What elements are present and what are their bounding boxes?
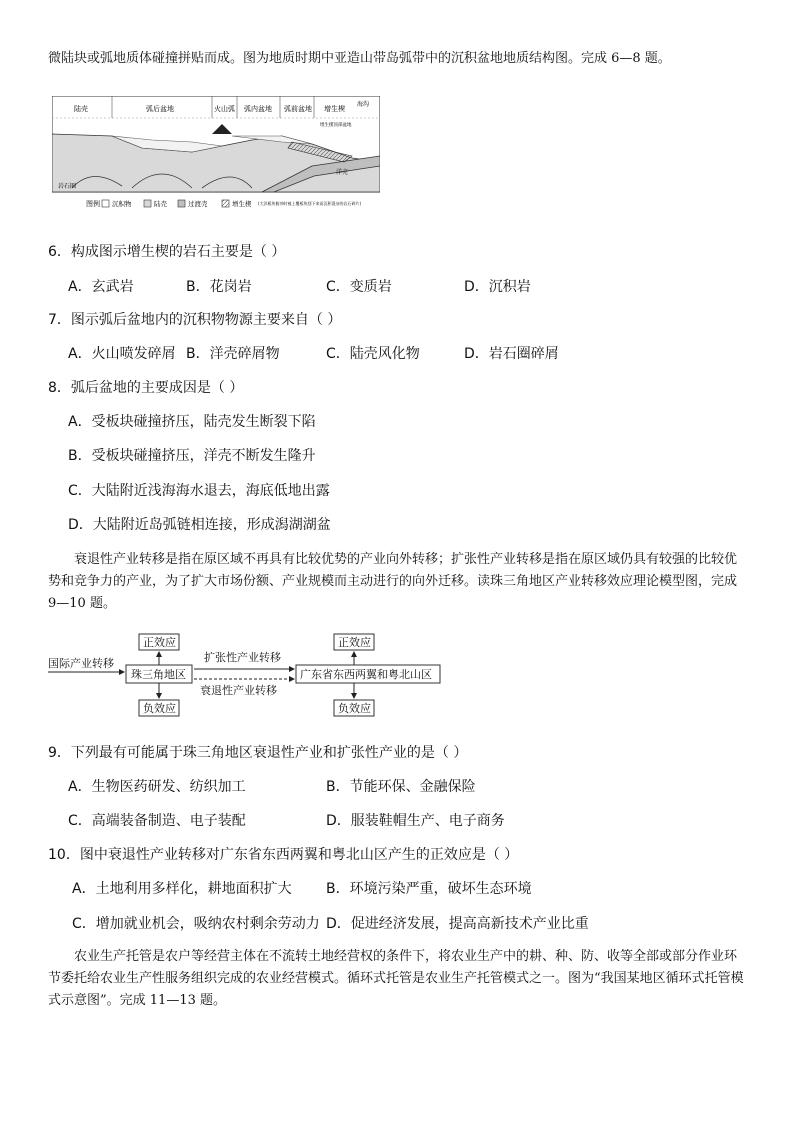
q9-option-d[interactable]: D．服装鞋帽生产、电子商务 (326, 813, 505, 829)
q8-option-c[interactable]: C．大陆附近浅海海水退去，海底低地出露 (68, 483, 330, 499)
label-wedge-note: 增生楔顶部盆地 (320, 123, 352, 128)
q7-option-c[interactable]: C．陆壳风化物 (326, 346, 420, 362)
label-forearc-basin: 弧前盆地 (284, 105, 312, 113)
q9-option-b[interactable]: B．节能环保、金融保险 (326, 779, 476, 795)
label-backarc-basin: 弧后盆地 (146, 105, 174, 113)
flow-target-positive-label: 正效应 (338, 636, 371, 649)
q8-option-d[interactable]: D．大陆附近岛弧链相连接，形成潟湖湖盆 (68, 517, 331, 533)
q10-option-b[interactable]: B．环境污染严重，破坏生态环境 (326, 881, 532, 897)
question-7-stem: 7．图示弧后盆地内的沉积物物源主要来自（ ） (48, 312, 342, 328)
legend-note: (大洋板块俯冲时被上覆板块刮下来而沉积混杂的岩石碎片) (258, 201, 362, 206)
flow-source-positive-label: 正效应 (143, 636, 176, 649)
q8-option-a[interactable]: A．受板块碰撞挤压，陆壳发生断裂下陷 (68, 414, 316, 430)
q6-option-a[interactable]: A．玄武岩 (68, 279, 134, 295)
label-trench: 海沟 (357, 101, 370, 108)
q10-option-a[interactable]: A．土地利用多样化，耕地面积扩大 (72, 881, 292, 897)
flow-expansion-label: 扩张性产业转移 (204, 651, 281, 664)
legend-title: 图例 (86, 200, 100, 208)
flow-decline-label: 衰退性产业转移 (200, 684, 277, 697)
intro-paragraph-3: 农业生产托管是农户等经营主体在不流转土地经营权的条件下，将农业生产中的耕、种、防、收等全部或部分作业环节委托给农业生产性服务组织完成的农业经营模式。循环式托管是农业生产托管模式之一。图为“我国某地区循环式托管模式示意图”。完成 11—13 题。 (48, 949, 744, 1008)
legend-label-continent: 陆壳 (154, 200, 167, 208)
legend-label-wedge: 增生楔 (232, 200, 252, 208)
legend-swatch-wedge (222, 200, 229, 207)
legend-label-sediment: 沉积物 (112, 200, 132, 208)
intro-paragraph-1: 微陆块或弧地质体碰撞拼贴而成。图为地质时期中亚造山带岛弧带中的沉积盆地地质结构图。完成 6—8 题。 (48, 51, 671, 66)
question-8-stem: 8．弧后盆地的主要成因是（ ） (48, 380, 244, 396)
q6-option-d[interactable]: D．沉积岩 (464, 279, 531, 295)
q6-option-c[interactable]: C．变质岩 (326, 279, 392, 295)
legend-swatch-continent (144, 200, 151, 207)
legend-swatch-sediment (102, 200, 109, 207)
label-intra-arc-basin: 弧内盆地 (244, 105, 272, 113)
q9-option-c[interactable]: C．高端装备制造、电子装配 (68, 813, 246, 829)
label-oceanic: 洋壳 (336, 169, 349, 176)
q7-option-d[interactable]: D．岩石圈碎屑 (464, 346, 559, 362)
q7-option-b[interactable]: B．洋壳碎屑物 (186, 346, 280, 362)
q7-option-a[interactable]: A．火山喷发碎屑 (68, 346, 176, 362)
legend-swatch-transition (178, 200, 185, 207)
label-accretion-wedge: 增生楔 (324, 105, 345, 113)
intro-paragraph-2: 衰退性产业转移是指在原区域不再具有比较优势的产业向外转移；扩张性产业转移是指在原区域仍具有较强的比较优势和竞争力的产业，为了扩大市场份额、产业规模而主动进行的向外迁移。读珠三角地区产业转移效应理论模型图，完成 9—10 题。 (48, 552, 738, 611)
geology-cross-section-figure (52, 96, 380, 220)
label-volcanic-arc: 火山弧 (214, 105, 235, 113)
industry-transfer-flow-diagram (48, 632, 448, 720)
q6-option-b[interactable]: B．花岗岩 (186, 279, 252, 295)
q10-option-d[interactable]: D．促进经济发展，提高高新技术产业比重 (326, 916, 589, 932)
q10-option-c[interactable]: C．增加就业机会，吸纳农村剩余劳动力 (72, 916, 320, 932)
label-continent: 陆壳 (74, 105, 88, 113)
flow-target-negative-label: 负效应 (338, 702, 371, 715)
question-9-stem: 9．下列最有可能属于珠三角地区衰退性产业和扩张性产业的是（ ） (48, 745, 468, 761)
flow-source-negative-label: 负效应 (143, 702, 176, 715)
flow-input-label: 国际产业转移 (48, 657, 114, 670)
label-mantle: 岩石圈 (58, 183, 77, 190)
q9-option-a[interactable]: A．生物医药研发、纺织加工 (68, 779, 246, 795)
question-10-stem: 10．图中衰退性产业转移对广东省东西两翼和粤北山区产生的正效应是（ ） (48, 847, 519, 863)
flow-source-label: 珠三角地区 (131, 668, 186, 681)
flow-target-label: 广东省东西两翼和粤北山区 (300, 668, 432, 681)
legend-label-transition: 过渡壳 (188, 200, 208, 208)
question-6-stem: 6．构成图示增生楔的岩石主要是（ ） (48, 244, 286, 260)
q8-option-b[interactable]: B．受板块碰撞挤压，洋壳不断发生隆升 (68, 448, 316, 464)
